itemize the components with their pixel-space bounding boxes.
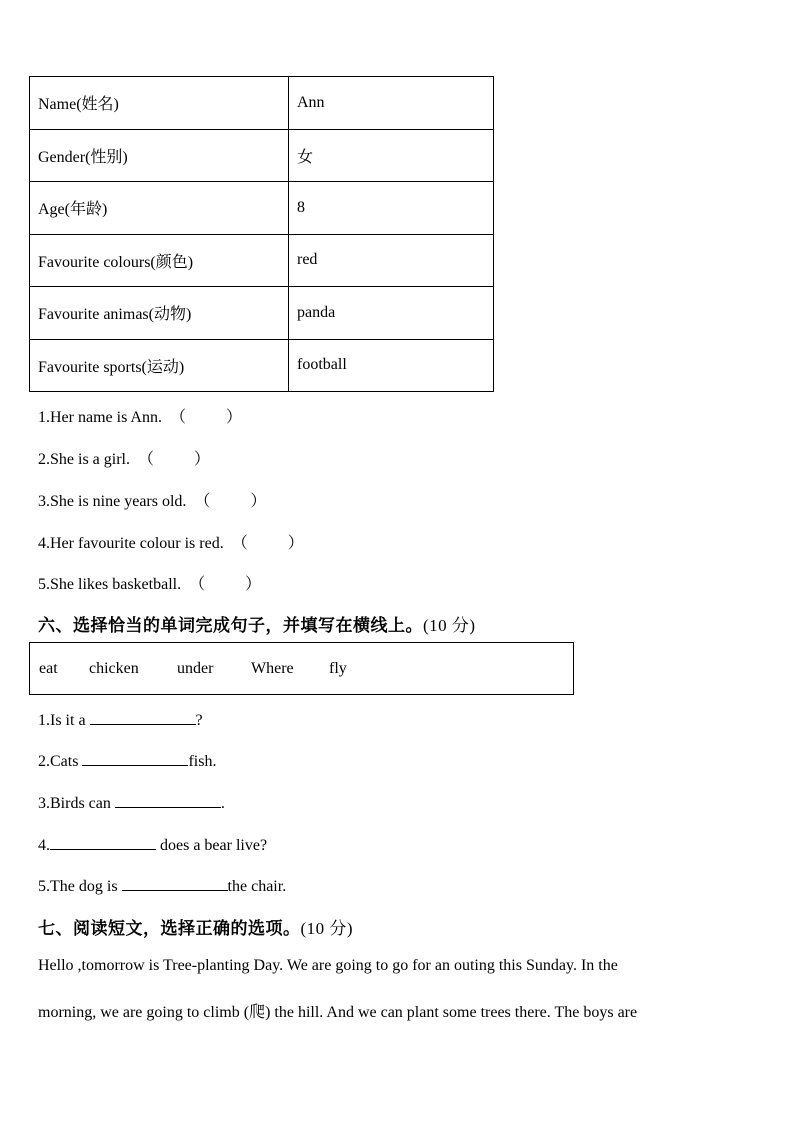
- answer-blank[interactable]: [115, 791, 221, 808]
- table-row: [30, 287, 494, 340]
- answer-blank[interactable]: [82, 749, 188, 766]
- answer-blank[interactable]: [122, 874, 228, 891]
- section7-heading: [38, 914, 353, 939]
- sentence-text: .: [220, 795, 225, 812]
- word-bank-item: chicken: [89, 660, 139, 677]
- judge-question-3: 3.She is nine years old. （ ）: [38, 493, 267, 510]
- sentence-text: the chair.: [227, 878, 287, 895]
- table-cell-value: 女: [289, 129, 494, 182]
- table-row: [30, 129, 494, 182]
- table-cell-field: Favourite animas(动物): [30, 287, 289, 340]
- section7-score: (10 分): [300, 919, 354, 938]
- table-cell-value: panda: [289, 287, 494, 340]
- sentence-text: 3.Birds can: [38, 795, 115, 812]
- fill-sentence-2: [38, 749, 216, 771]
- table-cell-value: 8: [289, 182, 494, 235]
- sentence-text: does a bear live?: [156, 837, 268, 854]
- table-cell-field: Gender(性别): [30, 129, 289, 182]
- judge-question-5: 5.She likes basketball. （ ）: [38, 576, 262, 593]
- word-bank-item: eat: [39, 660, 58, 677]
- judge-question-2: 2.She is a girl. （ ）: [38, 451, 210, 468]
- section6-title: 六、选择恰当的单词完成句子，并填写在横线上。: [38, 616, 423, 636]
- sentence-text: 2.Cats: [38, 753, 83, 770]
- table-cell-field: Favourite sports(运动): [30, 339, 289, 392]
- table-row: [30, 77, 494, 130]
- sentence-text: fish.: [188, 753, 217, 770]
- sentence-text: 4.: [38, 837, 50, 854]
- table-row: [30, 182, 494, 235]
- sentence-text: ?: [195, 712, 203, 729]
- fill-sentence-3: [38, 791, 225, 813]
- word-bank-box: [29, 642, 574, 695]
- info-table: [29, 76, 494, 392]
- table-cell-value: Ann: [289, 77, 494, 130]
- sentence-text: 5.The dog is: [38, 878, 122, 895]
- answer-blank[interactable]: [50, 833, 156, 850]
- fill-sentence-1: [38, 708, 203, 730]
- sentence-text: 1.Is it a: [38, 712, 90, 729]
- table-cell-value: red: [289, 234, 494, 287]
- fill-sentence-4: [38, 833, 267, 855]
- judge-question-4: 4.Her favourite colour is red. （ ）: [38, 535, 304, 552]
- table-row: [30, 234, 494, 287]
- word-bank-item: under: [177, 660, 214, 677]
- table-cell-value: football: [289, 339, 494, 392]
- answer-blank[interactable]: [90, 708, 196, 725]
- word-bank-item: fly: [329, 660, 347, 677]
- section6-heading: [38, 611, 476, 636]
- judge-question-1: 1.Her name is Ann. （ ）: [38, 409, 242, 426]
- table-cell-field: Age(年龄): [30, 182, 289, 235]
- section6-score: (10 分): [423, 616, 476, 635]
- word-bank-item: Where: [251, 660, 294, 677]
- table-cell-field: Favourite colours(颜色): [30, 234, 289, 287]
- table-row: [30, 339, 494, 392]
- reading-paragraph-line-2: morning, we are going to climb (爬) the hill. And we can plant some trees there. The boys are: [38, 1004, 638, 1021]
- section7-title: 七、阅读短文，选择正确的选项。: [38, 919, 301, 939]
- table-cell-field: Name(姓名): [30, 77, 289, 130]
- reading-paragraph-line-1: Hello ,tomorrow is Tree-planting Day. We are going to go for an outing this Sunday. In the: [38, 957, 618, 974]
- fill-sentence-5: [38, 874, 286, 896]
